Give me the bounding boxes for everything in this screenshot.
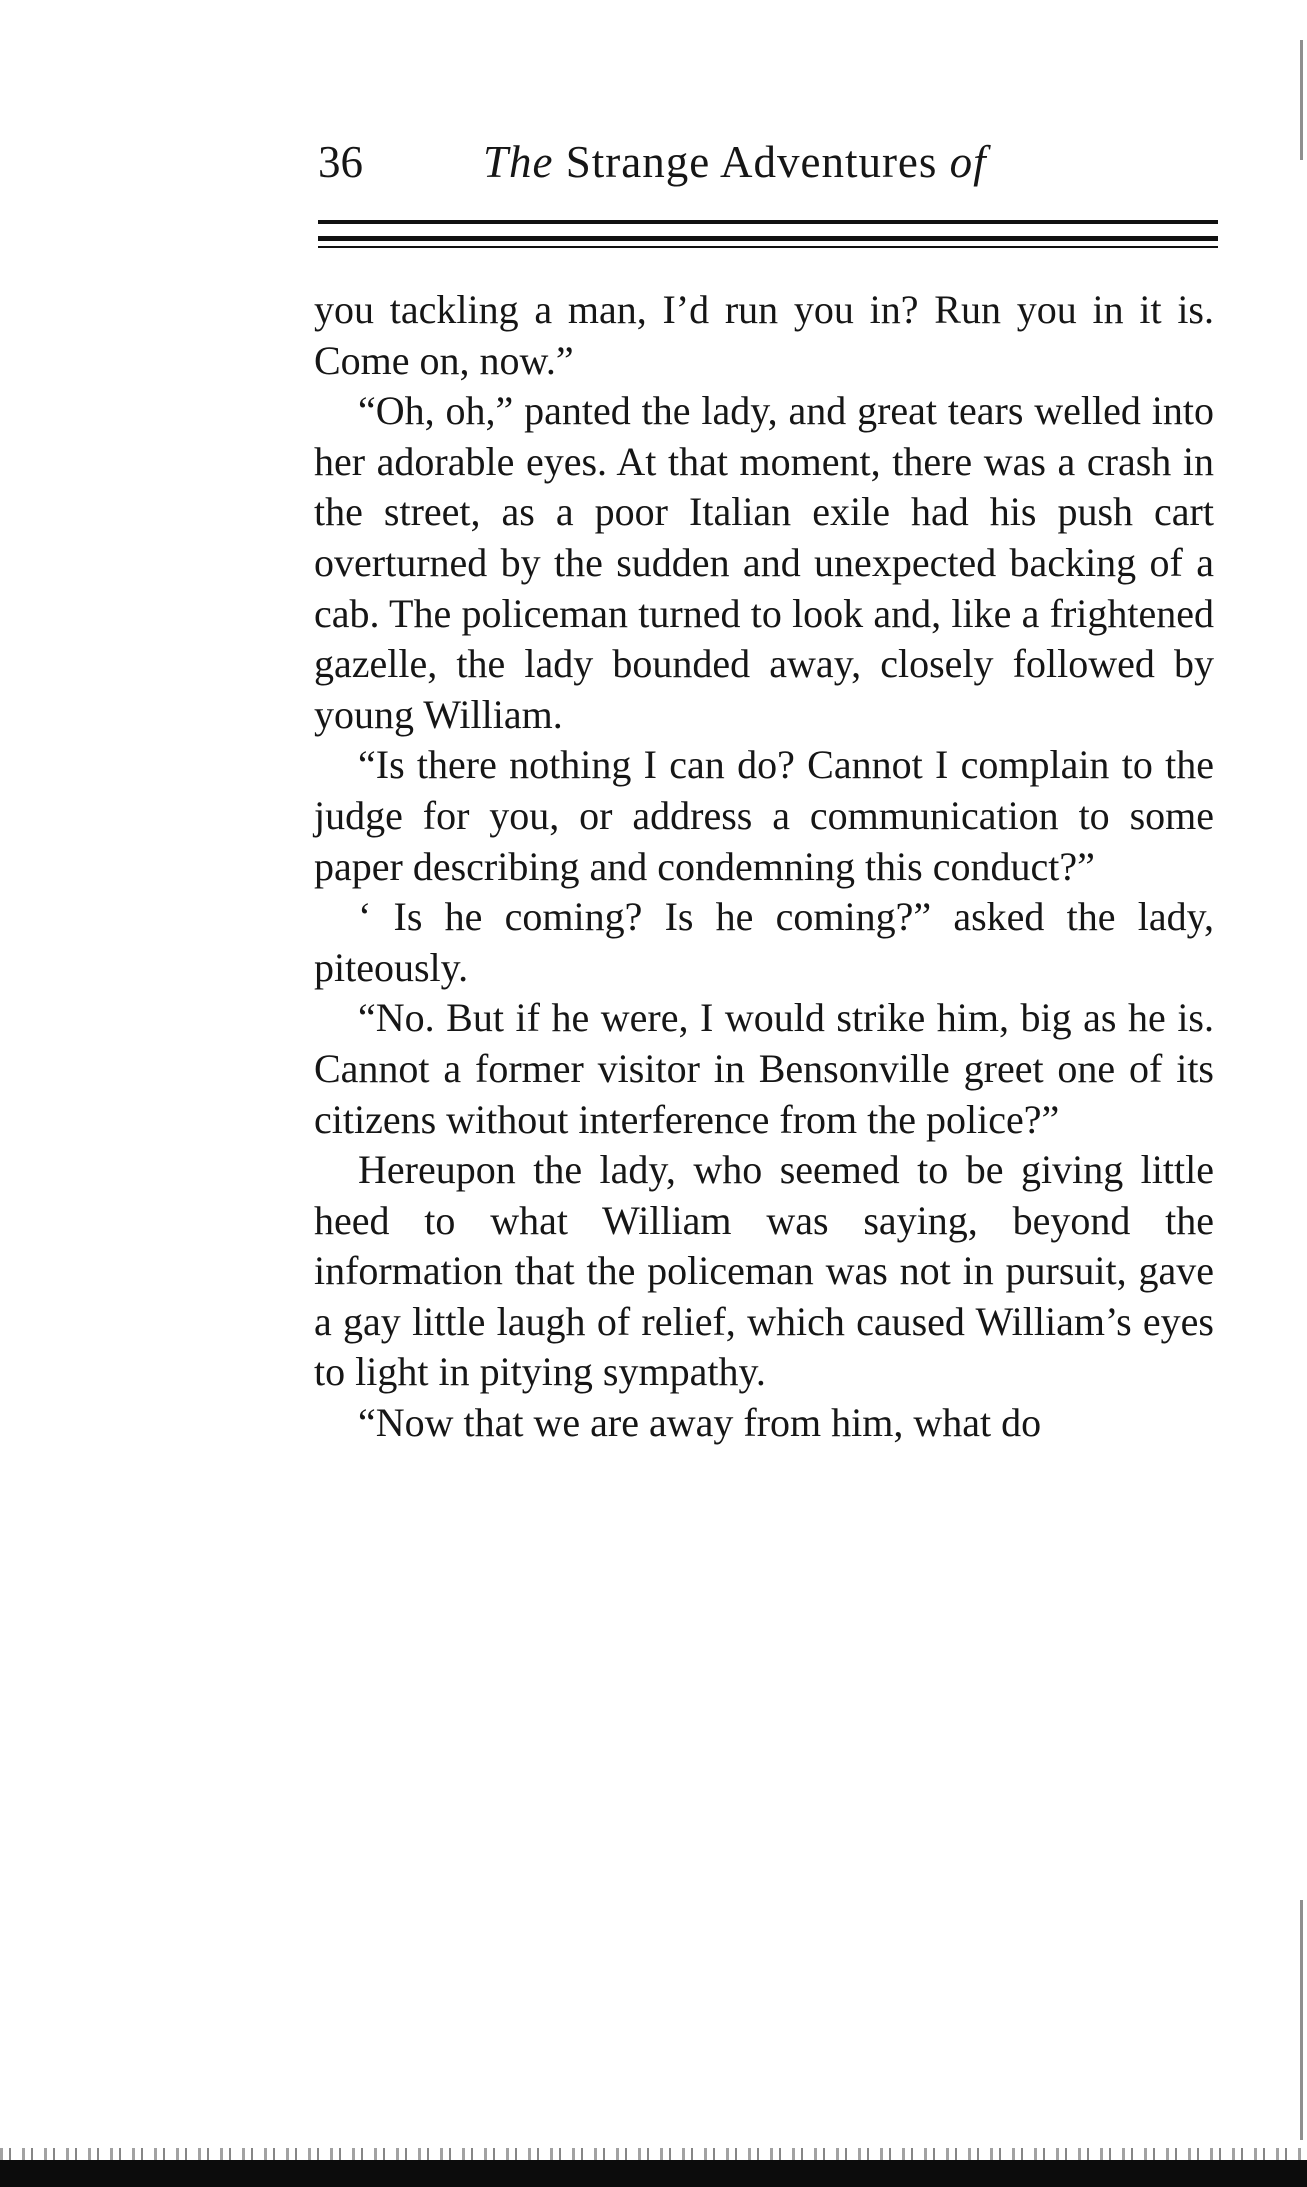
page-edge-mark	[1300, 1900, 1303, 2140]
header-rule-bottom	[318, 246, 1218, 248]
running-title-the: The	[483, 137, 554, 187]
body-text	[314, 285, 1214, 1449]
page-number: 36	[318, 137, 363, 187]
paragraph: “Now that we are away from him, what do	[358, 1400, 1042, 1446]
page-edge-mark	[1300, 40, 1303, 160]
header-rule-top	[318, 220, 1218, 224]
paragraph: “Oh, oh,” panted the lady, and great tears welled into her adorable eyes. At that moment, there was a crash in the street, as a poor Italian exile had his push cart overturned by the sudden and unexpected backing of a cab. The policeman turned to look and, like a frightened gazelle, the lady bounded away, closely followed by young William.	[314, 388, 1214, 737]
header-rule-middle	[318, 236, 1218, 241]
running-header	[318, 132, 1218, 192]
running-title	[483, 132, 987, 192]
scan-bottom-edge	[0, 2160, 1307, 2187]
paragraph-continued: you tackling a man, I’d run you in? Run you in it is. Come on, now.”	[314, 287, 1214, 383]
running-title-main: Strange Adventures	[565, 137, 938, 187]
running-title-of: of	[949, 137, 987, 187]
paragraph: Hereupon the lady, who seemed to be giving little heed to what William was saying, beyond the information that the policeman was not in pursuit, gave a gay little laugh of relief, which caused William’s eyes to light in pitying sympathy.	[314, 1147, 1214, 1395]
paragraph: ‘ Is he coming? Is he coming?” asked the lady, piteously.	[314, 894, 1214, 990]
paragraph: “No. But if he were, I would strike him, big as he is. Cannot a former visitor in Bensonville greet one of its citizens without interference from the police?”	[314, 995, 1214, 1142]
paragraph: “Is there nothing I can do? Cannot I complain to the judge for you, or address a communication to some paper describing and condemning this conduct?”	[314, 742, 1214, 889]
